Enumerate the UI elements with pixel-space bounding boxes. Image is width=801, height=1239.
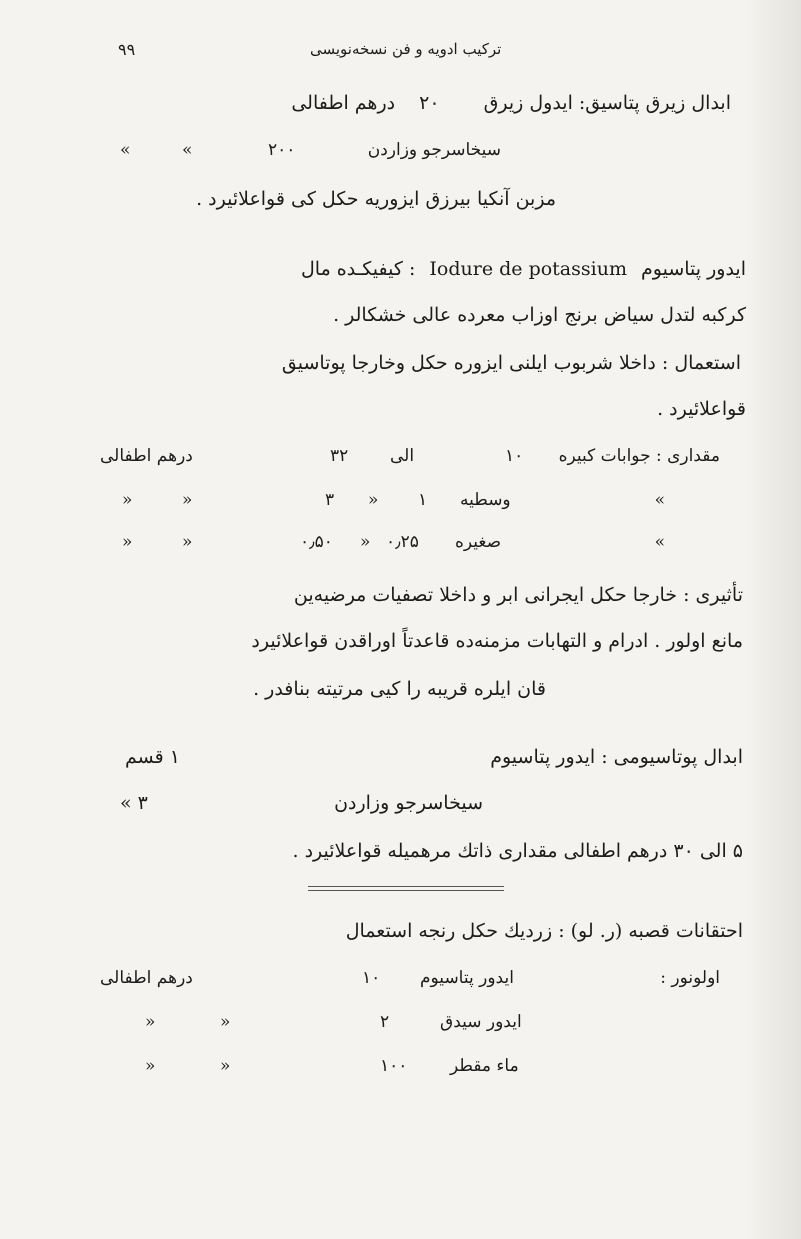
s6-row2-ditto-1: » [220,1012,231,1032]
section5-line2-a: سیخاسرجو وزاردن [334,792,483,814]
section4-line3: قان ایلره قریبه را كیی مرتیته بنافدر . [253,678,546,700]
s2-heading: ایدور پتاسیوم [641,258,746,280]
s3-row2-ditto: » [368,490,379,510]
s6-row2-amount: ۲ [380,1012,390,1032]
page-edge-shadow [746,0,801,1239]
s3-label: مقداری : جوابات كبیره [558,446,720,466]
section4-line2: مانع اولور . ادرام و التهابات مزمنه‌ده قاعدتاً اوراقدن قواعلائیرد [251,630,743,652]
s6-row1-unit: درهم اطفالی [100,968,193,988]
section2-line3: استعمال : داخلا شربوب ایلنی ایزوره حكل وخارجا پوتاسیق [281,352,741,374]
s3-unit: درهم اطفالی [100,446,193,466]
s6-row3-amount: ۱۰۰ [380,1056,408,1076]
s3-row3-min: ۰٫۲۵ [386,532,419,552]
section1-line2-label: سیخاسرجو وزاردن [367,140,501,160]
s3-row3-ditto: » [360,532,371,552]
s3-row3-label: صغیره [455,532,502,552]
section-divider [308,886,504,891]
s6-row2-item: ایدور سیدق [440,1012,522,1032]
running-title: ترکیب ادویه و فن نسخه‌نویسی [310,40,502,58]
s3-row2-ditto-3: » [122,490,133,510]
s3-row3-ditto-2: » [182,532,193,552]
s6-label: اولونور : [660,968,720,988]
s6-row3-ditto-1: » [220,1056,231,1076]
s1-row2-ditto-1: » [182,140,193,160]
s3-row2-ditto-label: » [654,490,665,510]
s3-dose-row-2 [100,490,720,520]
s6-row2-ditto-2: » [145,1012,156,1032]
section6-line1: احتقانات قصبه (ر. لو) : زردیك حكل رنجه استعمال [345,920,743,942]
s1-row2-amount: ۲۰۰ [268,140,296,160]
s6-formula-row-2 [100,1012,720,1042]
section2-line1 [301,258,746,280]
s3-dose-row-1 [100,446,720,476]
s6-row1-item: ایدور پتاسیوم [420,968,514,988]
section1-line1 [291,92,731,114]
section4-line1: تأثیری : خارجا حكل ایجرانی ابر و داخلا تصفیات مرضیه‌ین [293,584,743,606]
s3-to: الی [390,446,415,466]
s6-row3-item: ماء مقطر [450,1056,519,1076]
s1-amount: ۲۰ [419,92,440,114]
s3-row3-ditto-label: » [654,532,665,552]
s3-dose-max: ۳۲ [330,446,349,466]
s3-row2-ditto-2: » [182,490,193,510]
s6-formula-row-1 [100,968,720,998]
s1-row2-ditto-2: » [120,140,131,160]
s6-row3-ditto-2: » [145,1056,156,1076]
s3-dose-row-3 [100,532,720,562]
section2-line4: قواعلائیرد . [657,398,746,420]
section5-line1-b: ۱ قسم [125,746,180,768]
section5-line3: ۵ الی ۳۰ درهم اطفالی مقداری ذاتك مرهمیله قواعلائیرد . [292,840,743,862]
s3-row3-ditto-3: » [122,532,133,552]
s6-row1-amount: ۱۰ [362,968,381,988]
s3-dose-min: ۱۰ [505,446,524,466]
s3-row2-min: ۱ [418,490,428,510]
section2-line2: كركبه لتدل سیاض برنج اوزاب معرده عالی خشكالر . [333,304,746,326]
s2-latin-name: Iodure de potassium [429,258,627,280]
page-number: ۹۹ [118,40,136,59]
section1-line3: مزبن آنكیا بیرزق ایزوریه حكل کی قواعلائیرد . [196,188,556,210]
s3-row3-max: ۰٫۵۰ [300,532,333,552]
s6-formula-row-3 [100,1056,720,1086]
section5-line1-a: ابدال پوتاسیومی : ایدور پتاسیوم [490,746,743,768]
s2-heading-rest: : كیفیكـده مال [300,258,416,280]
running-header [100,40,700,66]
s1-unit: درهم اطفالی [291,92,396,114]
section5-line2-b: ۳ » [120,792,148,814]
s1-heading: ابدال زیرق پتاسیق: ایدول زیرق [483,92,731,114]
s3-row2-max: ۳ [325,490,335,510]
s3-row2-label: وسطیه [460,490,511,510]
